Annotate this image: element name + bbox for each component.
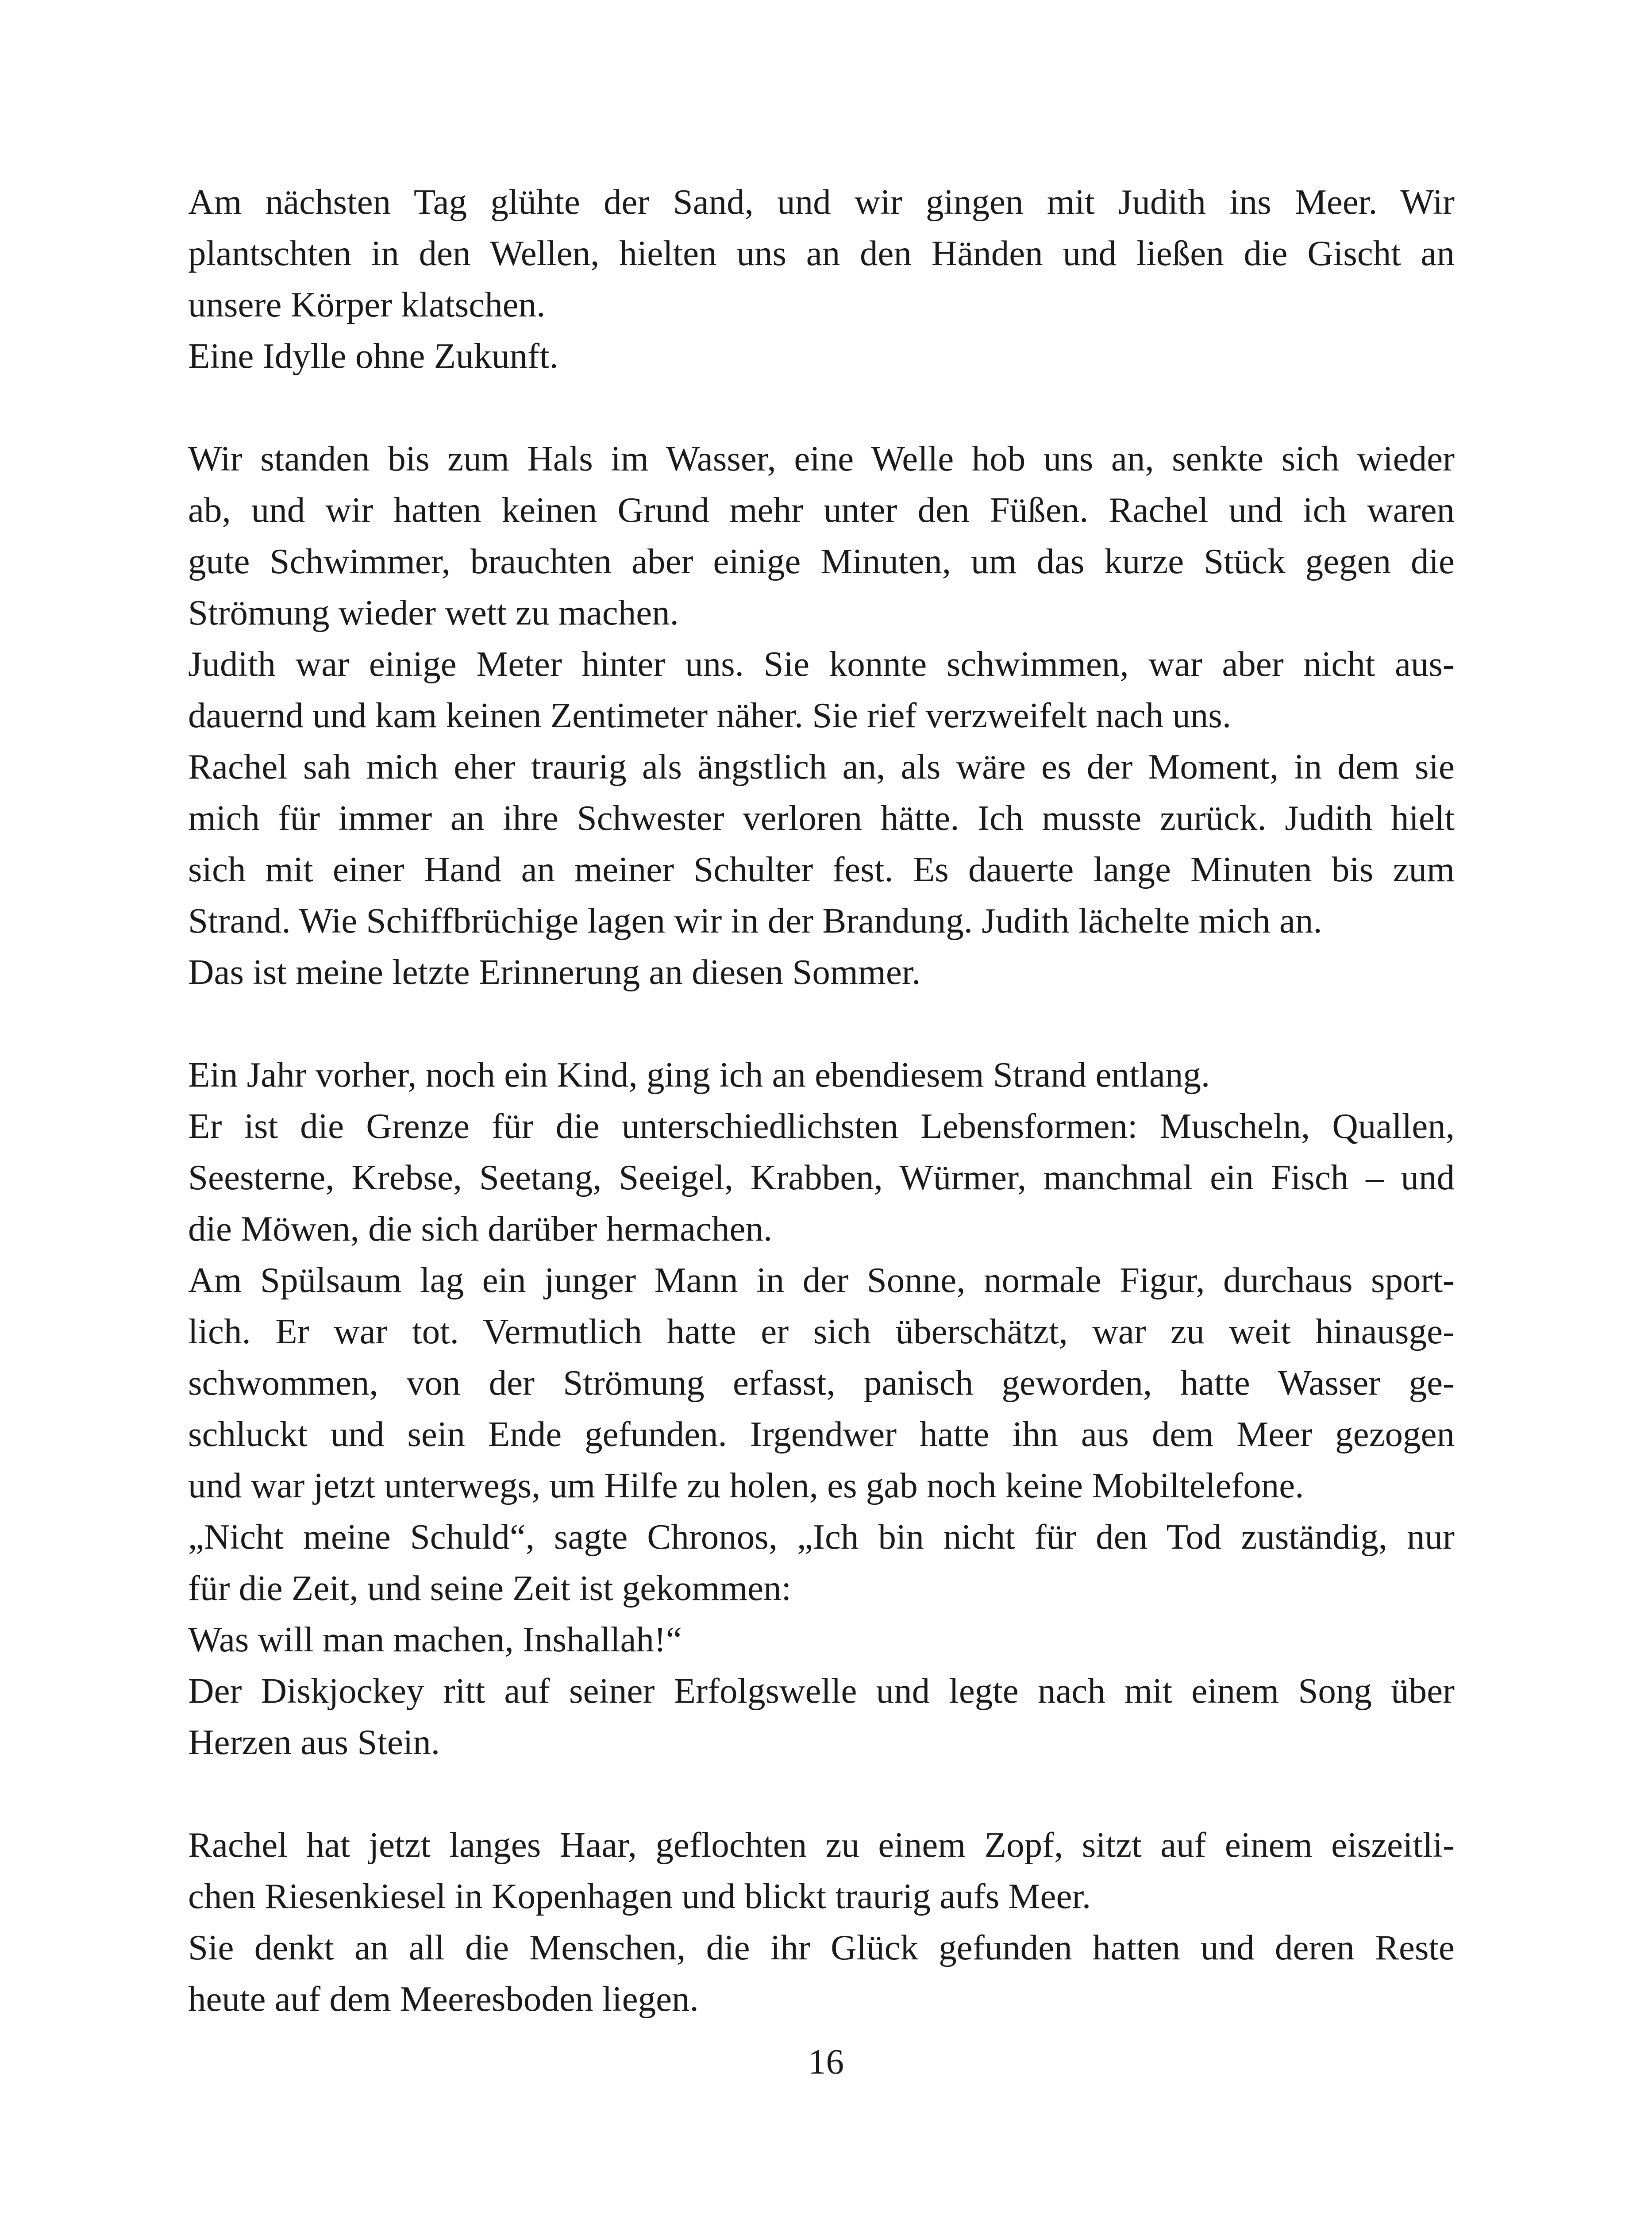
text-line: mich für immer an ihre Schwester verloren hätte. Ich musste zurück. Judith hielt xyxy=(188,798,1455,838)
text-line: Strömung wieder wett zu machen. xyxy=(188,593,679,632)
text-line: Rachel hat jetzt langes Haar, geflochten zu einem Zopf, sitzt auf einem eiszeitli- xyxy=(188,1825,1455,1865)
text-line: chen Riesenkiesel in Kopenhagen und blickt traurig aufs Meer. xyxy=(188,1876,1091,1916)
text-line: lich. Er war tot. Vermutlich hatte er sich überschätzt, war zu weit hinausge- xyxy=(188,1311,1455,1351)
text-line: schwommen, von der Strömung erfasst, panisch geworden, hatte Wasser ge- xyxy=(188,1363,1455,1403)
text-line: dauernd und kam keinen Zentimeter näher. Sie rief verzweifelt nach uns. xyxy=(188,695,1232,735)
paragraph xyxy=(188,1049,1455,1768)
text-line: für die Zeit, und seine Zeit ist gekommen: xyxy=(188,1568,792,1608)
paragraph xyxy=(188,176,1455,382)
text-line: schluckt und sein Ende gefunden. Irgendwer hatte ihn aus dem Meer gezogen xyxy=(188,1414,1455,1454)
text-line: Seesterne, Krebse, Seetang, Seeigel, Krabben, Würmer, manchmal ein Fisch – und xyxy=(188,1157,1455,1197)
text-line: Rachel sah mich eher traurig als ängstlich an, als wäre es der Moment, in dem sie xyxy=(188,747,1455,787)
text-line: Wir standen bis zum Hals im Wasser, eine Welle hob uns an, senkte sich wieder xyxy=(188,439,1455,478)
text-line: heute auf dem Meeresboden liegen. xyxy=(188,1979,699,2019)
body-text xyxy=(188,176,1455,2024)
page-number: 16 xyxy=(808,2042,844,2082)
text-line: gute Schwimmer, brauchten aber einige Minuten, um das kurze Stück gegen die xyxy=(188,541,1455,581)
text-line: Herzen aus Stein. xyxy=(188,1722,440,1762)
text-line: ab, und wir hatten keinen Grund mehr unter den Füßen. Rachel und ich waren xyxy=(188,490,1455,530)
text-line: Ein Jahr vorher, noch ein Kind, ging ich an ebendiesem Strand entlang. xyxy=(188,1055,1210,1095)
text-line: „Nicht meine Schuld“, sagte Chronos, „Ich bin nicht für den Tod zuständig, nur xyxy=(188,1517,1455,1557)
text-line: Sie denkt an all die Menschen, die ihr Glück gefunden hatten und deren Reste xyxy=(188,1928,1455,1967)
text-line: die Möwen, die sich darüber hermachen. xyxy=(188,1209,773,1249)
paragraph xyxy=(188,1819,1455,2024)
text-line: plantschten in den Wellen, hielten uns an den Händen und ließen die Gischt an xyxy=(188,233,1455,273)
text-line: Das ist meine letzte Erinnerung an diesen Sommer. xyxy=(188,952,921,992)
text-line: und war jetzt unterwegs, um Hilfe zu holen, es gab noch keine Mobiltelefone. xyxy=(188,1465,1304,1505)
text-line: Was will man machen, Inshallah!“ xyxy=(188,1619,682,1659)
text-line: Strand. Wie Schiffbrüchige lagen wir in der Brandung. Judith lächelte mich an. xyxy=(188,901,1322,941)
text-line: Er ist die Grenze für die unterschiedlichsten Lebensformen: Muscheln, Quallen, xyxy=(188,1106,1455,1146)
text-line: Der Diskjockey ritt auf seiner Erfolgswelle und legte nach mit einem Song über xyxy=(188,1671,1455,1711)
text-line: Eine Idylle ohne Zukunft. xyxy=(188,336,558,376)
text-line: Am nächsten Tag glühte der Sand, und wir gingen mit Judith ins Meer. Wir xyxy=(188,182,1455,222)
text-line: unsere Körper klatschen. xyxy=(188,285,546,324)
text-line: sich mit einer Hand an meiner Schulter fest. Es dauerte lange Minuten bis zum xyxy=(188,849,1455,889)
text-line: Am Spülsaum lag ein junger Mann in der Sonne, normale Figur, durchaus sport- xyxy=(188,1260,1455,1300)
paragraph xyxy=(188,433,1455,998)
text-line: Judith war einige Meter hinter uns. Sie konnte schwimmen, war aber nicht aus- xyxy=(188,644,1455,684)
